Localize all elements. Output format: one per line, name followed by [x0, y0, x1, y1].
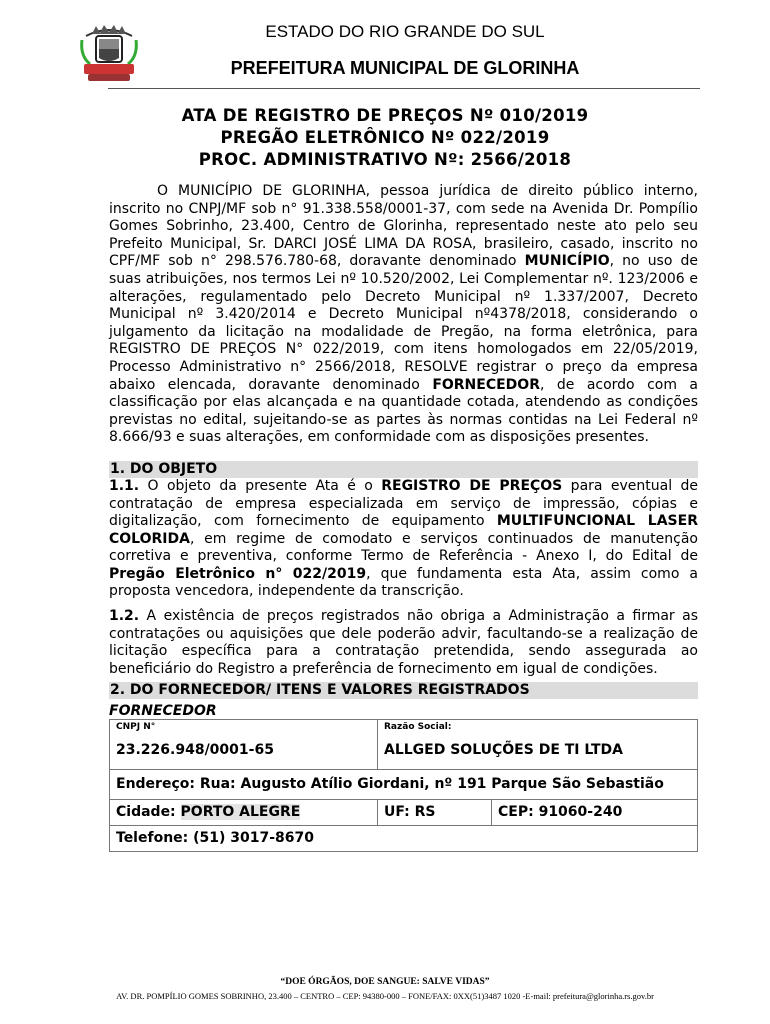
table-row	[110, 826, 698, 852]
clause-text: , em regime de comodato e serviços continuados de manutenção corretiva e preventiva, conforme Termo de Referência - Anexo I, do Edital de	[109, 530, 698, 565]
cnpj-cell	[110, 720, 378, 770]
intro-text-1: O MUNICÍPIO DE GLORINHA, pessoa jurídica de direito público interno, inscrito no CNPJ/MF sob n° 91.338.558/0001-37, com sede na Avenida Dr. Pompílio Gomes Sobrinho, 23.400, Centro de Glorinha, representado neste ato pelo seu Prefeito Municipal, Sr. DARCI JOSÉ LIMA DA ROSA, brasileiro, casado, inscrito no CPF/MF sob n° 298.576.780-68, doravante denominado	[109, 183, 698, 270]
clause-text: , que fundamenta esta Ata, assim como a proposta vencedora, independente da transcrição.	[109, 565, 698, 600]
header-divider	[108, 88, 700, 89]
title-processo: PROC. ADMINISTRATIVO Nº: 2566/2018	[198, 150, 572, 169]
prefeitura-name: PREFEITURA MUNICIPAL DE GLORINHA	[230, 58, 580, 78]
title-ata: ATA DE REGISTRO DE PREÇOS Nº 010/2019	[181, 106, 589, 125]
razao-cell	[378, 720, 698, 770]
page-header	[0, 0, 770, 90]
intro-paragraph	[109, 183, 698, 447]
document-titles	[0, 105, 770, 171]
clause-number: 1.1.	[109, 477, 140, 494]
cidade-cell	[110, 800, 378, 826]
supplier-table	[109, 719, 698, 852]
footer-slogan: “DOE ÓRGÃOS, DOE SANGUE: SALVE VIDAS”	[280, 977, 490, 987]
clause-number: 1.2.	[109, 608, 140, 625]
table-row	[110, 720, 698, 770]
cep-cell: CEP: 91060-240	[492, 800, 698, 826]
clause-text: para eventual de contratação de empresa especializada em serviço de impressão, cópias e digitalização, com fornecimento de equipamento	[109, 477, 698, 530]
telefone-cell: Telefone: (51) 3017-8670	[110, 826, 698, 852]
cnpj-value: 23.226.948/0001-65	[116, 742, 274, 759]
fornecedor-label: FORNECEDOR	[109, 703, 217, 720]
endereco-cell: Endereço: Rua: Augusto Atílio Giordani, nº 191 Parque São Sebastião	[110, 770, 698, 800]
intro-bold-municipio: MUNICÍPIO	[524, 253, 610, 270]
clause-text: O objeto da presente Ata é o	[139, 477, 382, 494]
footer-address: AV. DR. POMPÍLIO GOMES SOBRINHO, 23.400 – CENTRO – CEP: 94380-000 – FONE/FAX: 0XX(51)3487 1020 -E-mail: prefeitura@glorinha.rs.gov.br	[116, 991, 654, 1001]
table-row	[110, 800, 698, 826]
cidade-value: PORTO ALEGRE	[180, 804, 301, 821]
clause-1-1	[109, 478, 698, 601]
cnpj-label: CNPJ N°	[116, 722, 156, 733]
clause-text: A existência de preços registrados não obriga a Administração a firmar as contratações ou aquisições que dele poderão advir, facultando-se a realização de licitação específica para a contratação pretendida, sendo assegurada ao beneficiário do Registro a preferência de fornecimento em igual de condições.	[109, 608, 698, 677]
intro-bold-fornecedor: FORNECEDOR	[432, 376, 540, 393]
intro-text-2: , no uso de suas atribuições, nos termos Lei nº 10.520/2002, Lei Complementar nº. 123/2006 e alterações, regulamentado pelo Decreto Municipal nº 1.337/2007, Decreto Municipal nº 3.420/2014 e Decreto Municipal nº4378/2018, considerando o julgamento da licitação na modalidade de Pregão, na forma eletrônica, para REGISTRO DE PREÇOS N° 022/2019, com itens homologados em 22/05/2019, Processo Administrativo n° 2566/2018, RESOLVE registrar o preço da empresa abaixo elencada, doravante denominado	[109, 253, 698, 393]
cidade-label: Cidade:	[116, 804, 181, 821]
page-footer	[0, 977, 770, 1001]
document-body	[109, 183, 698, 852]
intro-text-3: , de acordo com a classificação por elas alcançada e na quantidade cotada, atendendo as condições previstas no edital, sujeitando-se as partes às normas contidas na Lei Federal nº 8.666/93 e suas alterações, em conformidade com as disposições presentes.	[109, 376, 698, 446]
razao-value: ALLGED SOLUÇÕES DE TI LTDA	[384, 742, 623, 759]
table-row	[110, 770, 698, 800]
razao-label: Razão Social:	[384, 722, 452, 733]
clause-1-2	[109, 608, 698, 678]
title-pregao: PREGÃO ELETRÔNICO Nº 022/2019	[220, 128, 550, 147]
uf-cell: UF: RS	[378, 800, 492, 826]
clause-bold: MULTIFUNCIONAL LASER COLORIDA	[109, 513, 698, 547]
state-name: ESTADO DO RIO GRANDE DO SUL	[265, 22, 545, 41]
clause-bold: Pregão Eletrônico n° 022/2019	[109, 565, 367, 582]
section-heading-fornecedor: 2. DO FORNECEDOR/ ITENS E VALORES REGISTRADOS	[109, 682, 698, 699]
clause-bold: REGISTRO DE PREÇOS	[381, 477, 563, 494]
section-heading-objeto: 1. DO OBJETO	[109, 461, 698, 478]
